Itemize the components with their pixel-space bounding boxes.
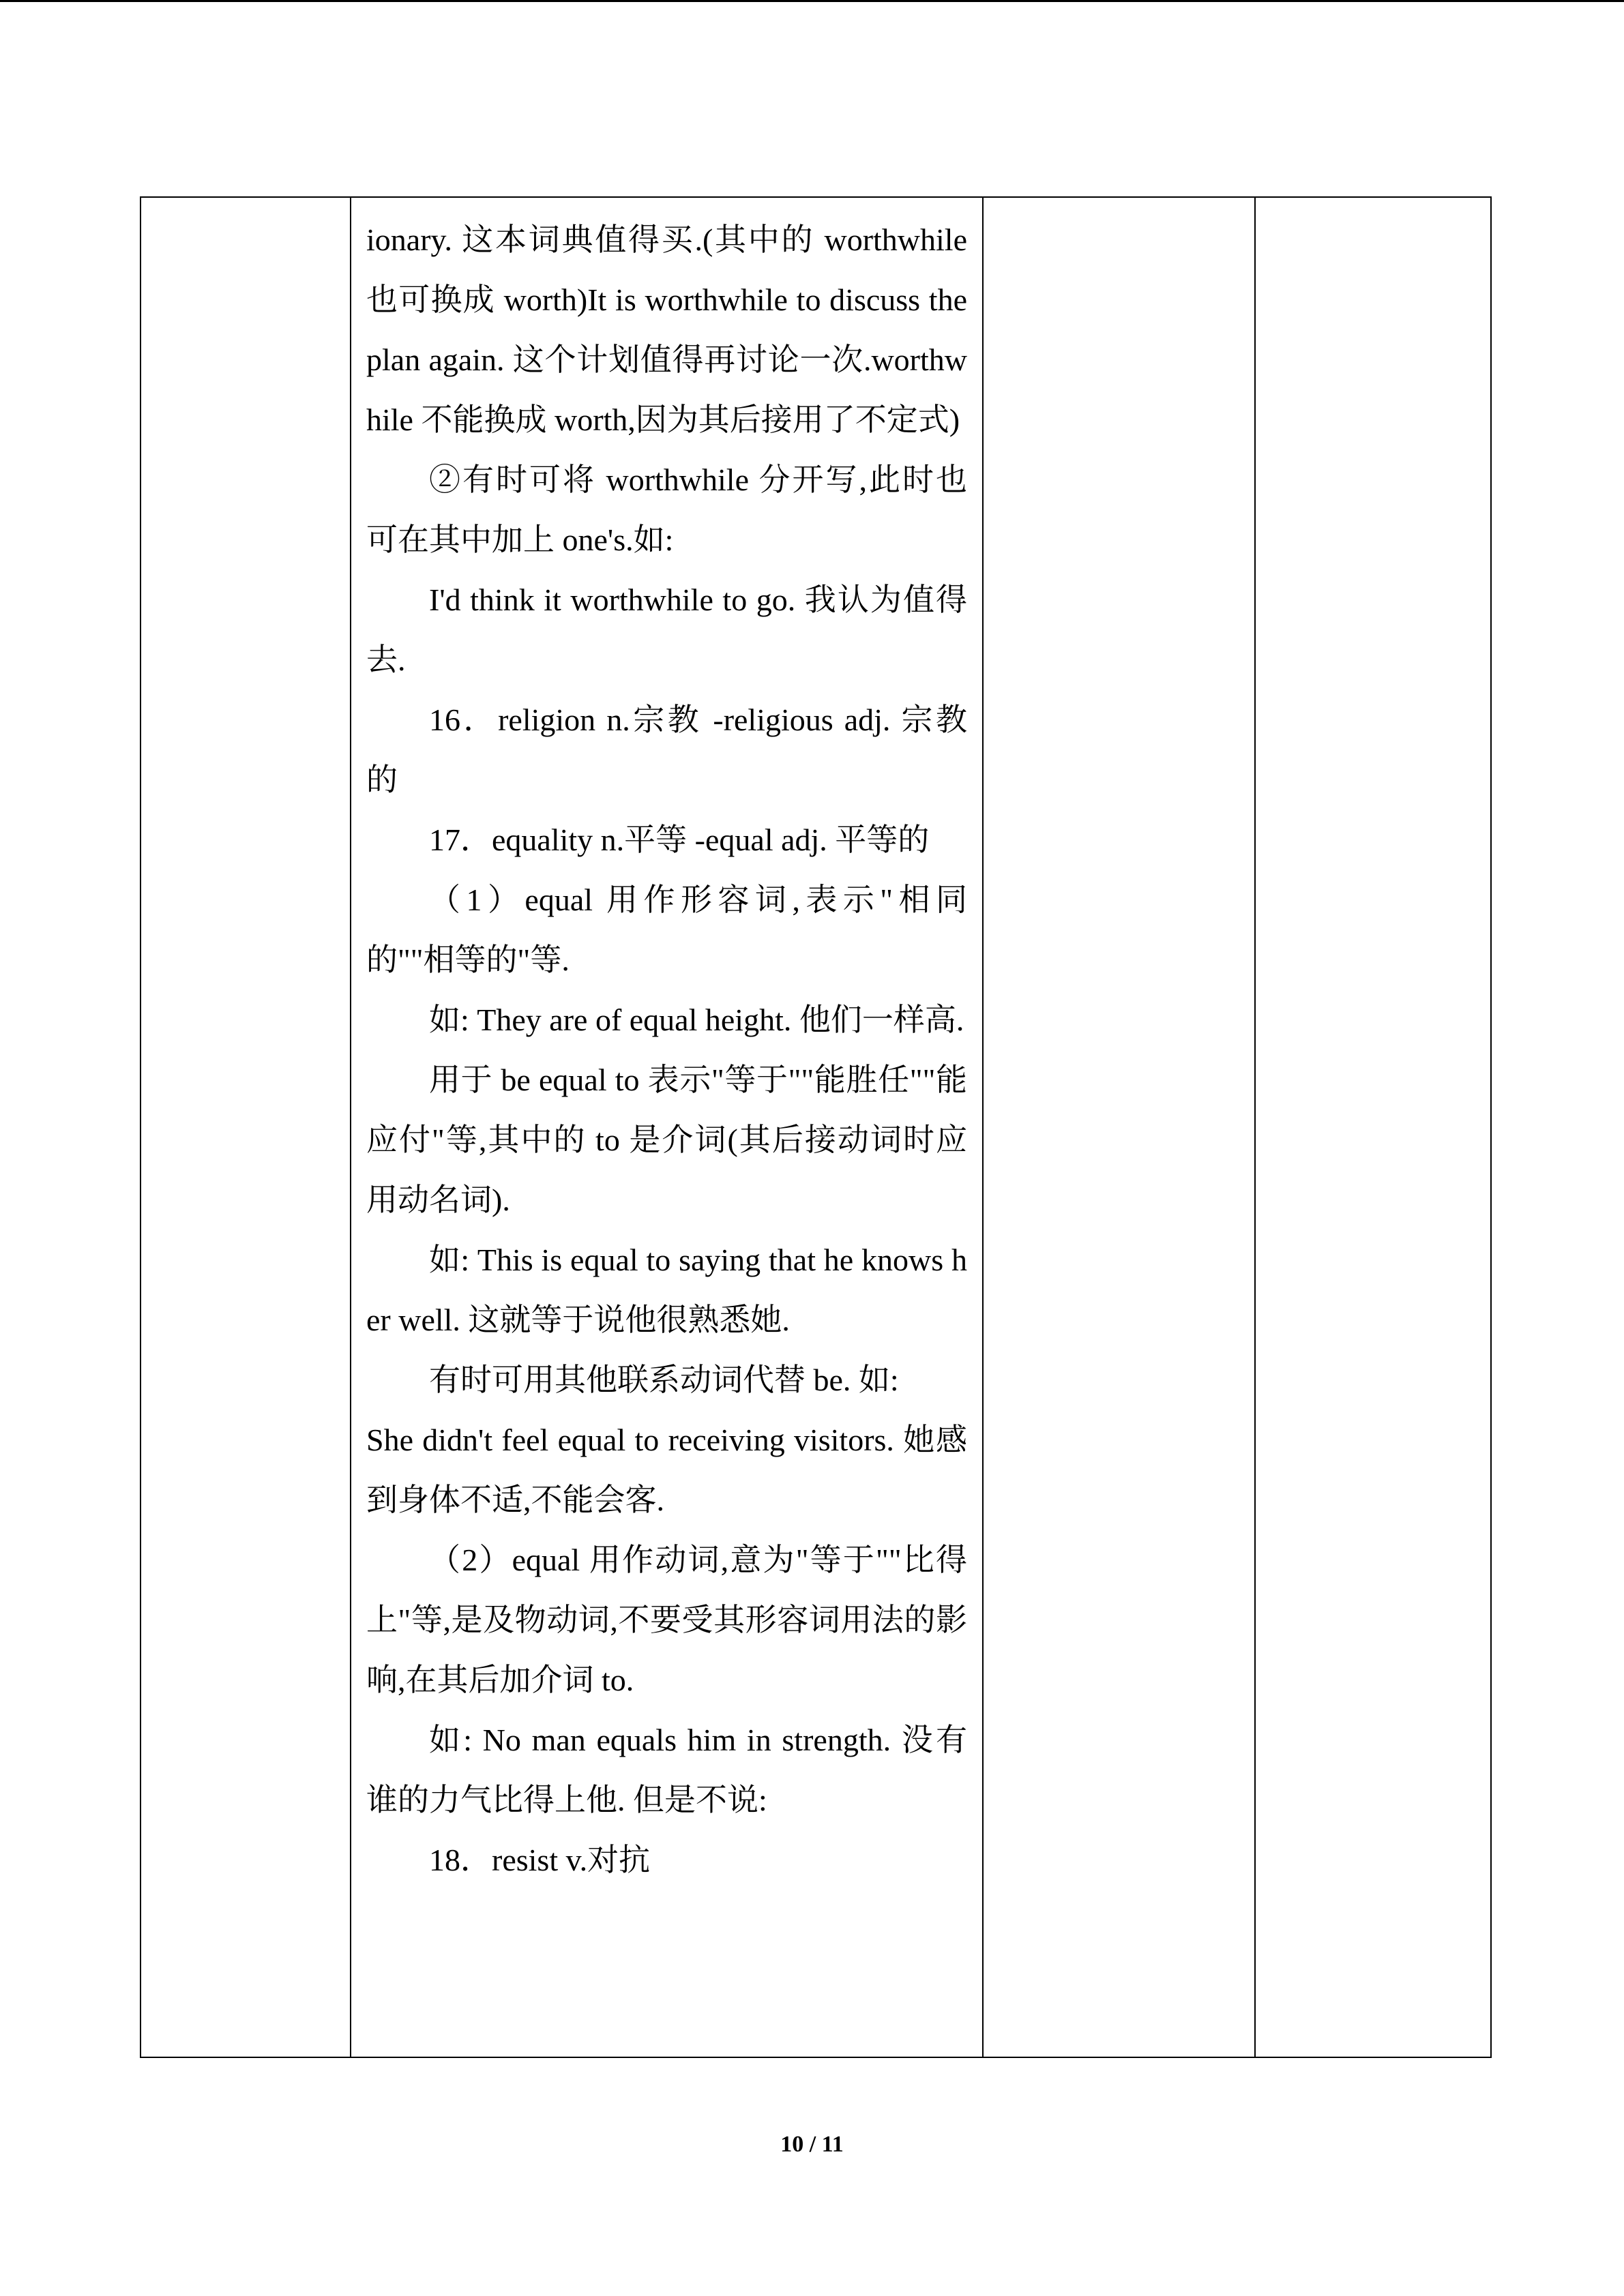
table-cell-empty-right [1255,197,1491,2057]
paragraph: （1）equal 用作形容词,表示"相同的""相等的"等. [366,882,967,977]
page-number: 10 / 11 [780,2132,844,2157]
paragraph-container [351,198,982,1890]
paragraph: She didn't feel equal to receiving visitors. 她感到身体不适,不能会客. [366,1422,967,1517]
paragraph: 用于 be equal to 表示"等于""能胜任""能应付"等,其中的 to 是介词(其后接动词时应用动名词). [366,1062,967,1217]
paragraph: 如: No man equals him in strength. 没有谁的力气比得上他. 但是不说: [366,1723,967,1817]
paragraph: 有时可用其他联系动词代替 be. 如: [429,1362,899,1397]
paragraph: （2）equal 用作动词,意为"等于""比得上"等,是及物动词,不要受其形容词用法的影响,在其后加介词 to. [366,1542,967,1697]
top-border-line [0,0,1624,2]
table-row [141,197,1491,2057]
paragraph: 17．equality n.平等 -equal adj. 平等的 [429,822,930,857]
table-cell-empty-middle [983,197,1255,2057]
paragraph: ②有时可将 worthwhile 分开写,此时也可在其中加上 one's.如: [366,462,967,557]
table-cell-empty-left [141,197,351,2057]
paragraph: ionary. 这本词典值得买.(其中的 worthwhile 也可换成 worth)It is worthwhile to discuss the plan again. 这个计划值得再讨论一次.worthwhile 不能换成 worth,因为其后接用了不定式) [366,222,967,437]
paragraph: 如: This is equal to saying that he knows her well. 这就等于说他很熟悉她. [366,1242,967,1337]
table-cell-content [351,197,983,2057]
content-table [140,196,1492,2058]
paragraph: I'd think it worthwhile to go. 我认为值得去. [366,582,967,677]
paragraph: 如: They are of equal height. 他们一样高. [429,1002,964,1037]
paragraph: 16．religion n.宗教 -religious adj. 宗教的 [366,702,967,797]
paragraph: 18．resist v.对抗 [429,1843,651,1877]
